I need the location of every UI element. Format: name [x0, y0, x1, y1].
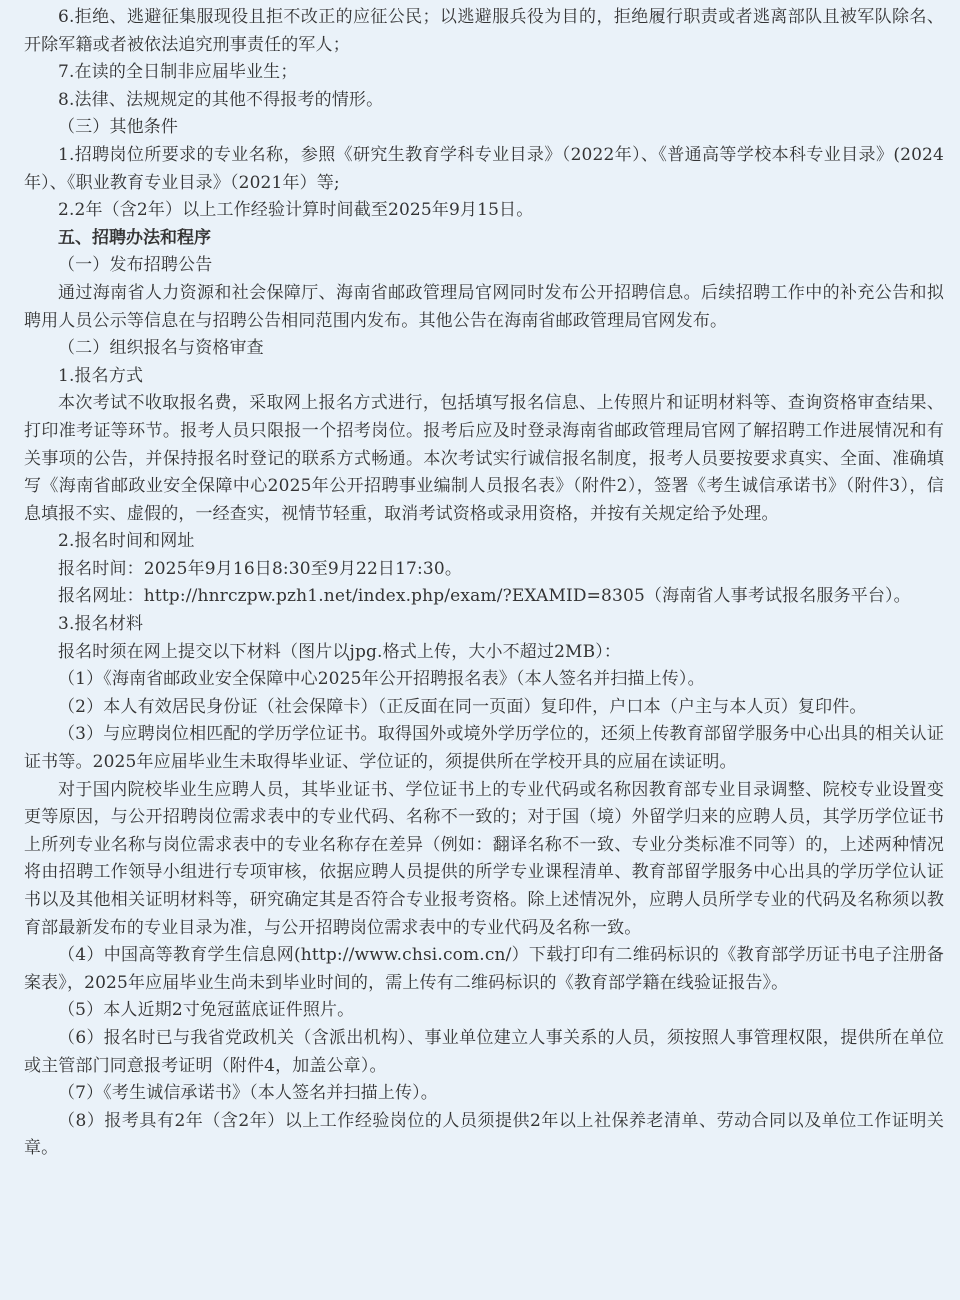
item-registration-time-url: 2.报名时间和网址: [58, 531, 195, 552]
subsection-other-conditions: （三）其他条件: [58, 117, 179, 138]
item-registration-materials: 3.报名材料: [58, 614, 144, 635]
material-item-4: （4）中国高等教育学生信息网(http://www.chsi.com.cn/）下载打印有二维码标识的《教育部学历证书电子注册备案表》，2025年应届毕业生尚未到毕业时间的，需上传有二维码标识的《教育部学籍在线验证报告》。: [24, 945, 944, 993]
paragraph-item-6: 6.拒绝、逃避征集服现役且拒不改正的应征公民；以逃避服兵役为目的，拒绝履行职责或者逃离部队且被军队除名、开除军籍或者被依法追究刑事责任的军人；: [24, 7, 944, 55]
item-registration-method: 1.报名方式: [58, 365, 144, 386]
material-item-3: （3）与应聘岗位相匹配的学历学位证书。取得国外或境外学历学位的，还须上传教育部留学服务中心出具的相关认证证书等。2025年应届毕业生未取得毕业证、学位证的，须提供所在学校开具的应届在读证明。: [24, 724, 944, 773]
material-item-5: （5）本人近期2寸免冠蓝底证件照片。: [58, 1000, 355, 1021]
paragraph-registration-time: 报名时间：2025年9月16日8:30至9月22日17:30。: [58, 558, 462, 579]
material-item-7: （7）《考生诚信承诺书》（本人签名并扫描上传）。: [58, 1083, 438, 1104]
paragraph-work-experience: 2.2年（含2年）以上工作经验计算时间截至2025年9月15日。: [58, 200, 534, 221]
material-item-8: （8）报考具有2年（含2年）以上工作经验岗位的人员须提供2年以上社保养老清单、劳动合同以及单位工作证明关章。: [24, 1110, 944, 1159]
paragraph-item-8: 8.法律、法规规定的其他不得报考的情形。: [58, 89, 384, 110]
paragraph-registration-url: 报名网址：http://hnrczpw.pzh1.net/index.php/exam/?EXAMID=8305（海南省人事考试报名服务平台）。: [58, 586, 911, 607]
paragraph-registration-method: 本次考试不收取报名费，采取网上报名方式进行，包括填写报名信息、上传照片和证明材料等、查询资格审查结果、打印准考证等环节。报考人员只限报一个招考岗位。报考后应及时登录海南省邮政管理局官网了解招聘工作进展情况和有关事项的公告，并保持报名时登记的联系方式畅通。本次考试实行诚信报名制度，报考人员要按要求真实、全面、准确填写《海南省邮政业安全保障中心2025年公开招聘事业编制人员报名表》（附件2），签署《考生诚信承诺书》（附件3），信息填报不实、虚假的，一经查实，视情节轻重，取消考试资格或录用资格，并按有关规定给予处理。: [24, 393, 944, 524]
paragraph-publish-notice: 通过海南省人力资源和社会保障厅、海南省邮政管理局官网同时发布公开招聘信息。后续招聘工作中的补充公告和拟聘用人员公示等信息在与招聘公告相同范围内发布。其他公告在海南省邮政管理局官网发布。: [24, 282, 944, 331]
paragraph-materials-intro: 报名时须在网上提交以下材料（图片以jpg.格式上传，大小不超过2MB）：: [58, 641, 622, 662]
material-item-1: （1）《海南省邮政业安全保障中心2025年公开招聘报名表》（本人签名并扫描上传）。: [58, 669, 705, 690]
section-heading-procedure: 五、招聘办法和程序: [58, 227, 211, 248]
paragraph-major-reference: 1.招聘岗位所要求的专业名称，参照《研究生教育学科专业目录》（2022年）、《普通高等学校本科专业目录》(2024年）、《职业教育专业目录》（2021年）等;: [24, 144, 944, 193]
paragraph-major-mismatch: 对于国内院校毕业生应聘人员，其毕业证书、学位证书上的专业代码或名称因教育部专业目录调整、院校专业设置变更等原因，与公开招聘岗位需求表中的专业代码、名称不一致的；对于国（境）外留学归来的应聘人员，其学历学位证书上所列专业名称与岗位需求表中的专业名称存在差异（例如：翻译名称不一致、专业分类标准不同等）的，上述两种情况将由招聘工作领导小组进行专项审核，依据应聘人员提供的所学专业课程清单、教育部留学服务中心出具的学历学位认证书以及其他相关证明材料等，研究确定其是否符合专业报考资格。除上述情况外，应聘人员所学专业的代码及名称须以教育部最新发布的专业目录为准，与公开招聘岗位需求表中的专业代码及名称一致。: [24, 779, 944, 938]
subsection-publish-notice: （一）发布招聘公告: [58, 255, 213, 276]
subsection-registration-review: （二）组织报名与资格审查: [58, 338, 264, 359]
paragraph-item-7: 7.在读的全日制非应届毕业生；: [58, 62, 298, 83]
material-item-6: （6）报名时已与我省党政机关（含派出机构）、事业单位建立人事关系的人员，须按照人事管理权限，提供所在单位或主管部门同意报考证明（附件4，加盖公章）。: [24, 1027, 944, 1076]
material-item-2: （2）本人有效居民身份证（社会保障卡）（正反面在同一页面）复印件，户口本（户主与本人页）复印件。: [58, 696, 867, 717]
